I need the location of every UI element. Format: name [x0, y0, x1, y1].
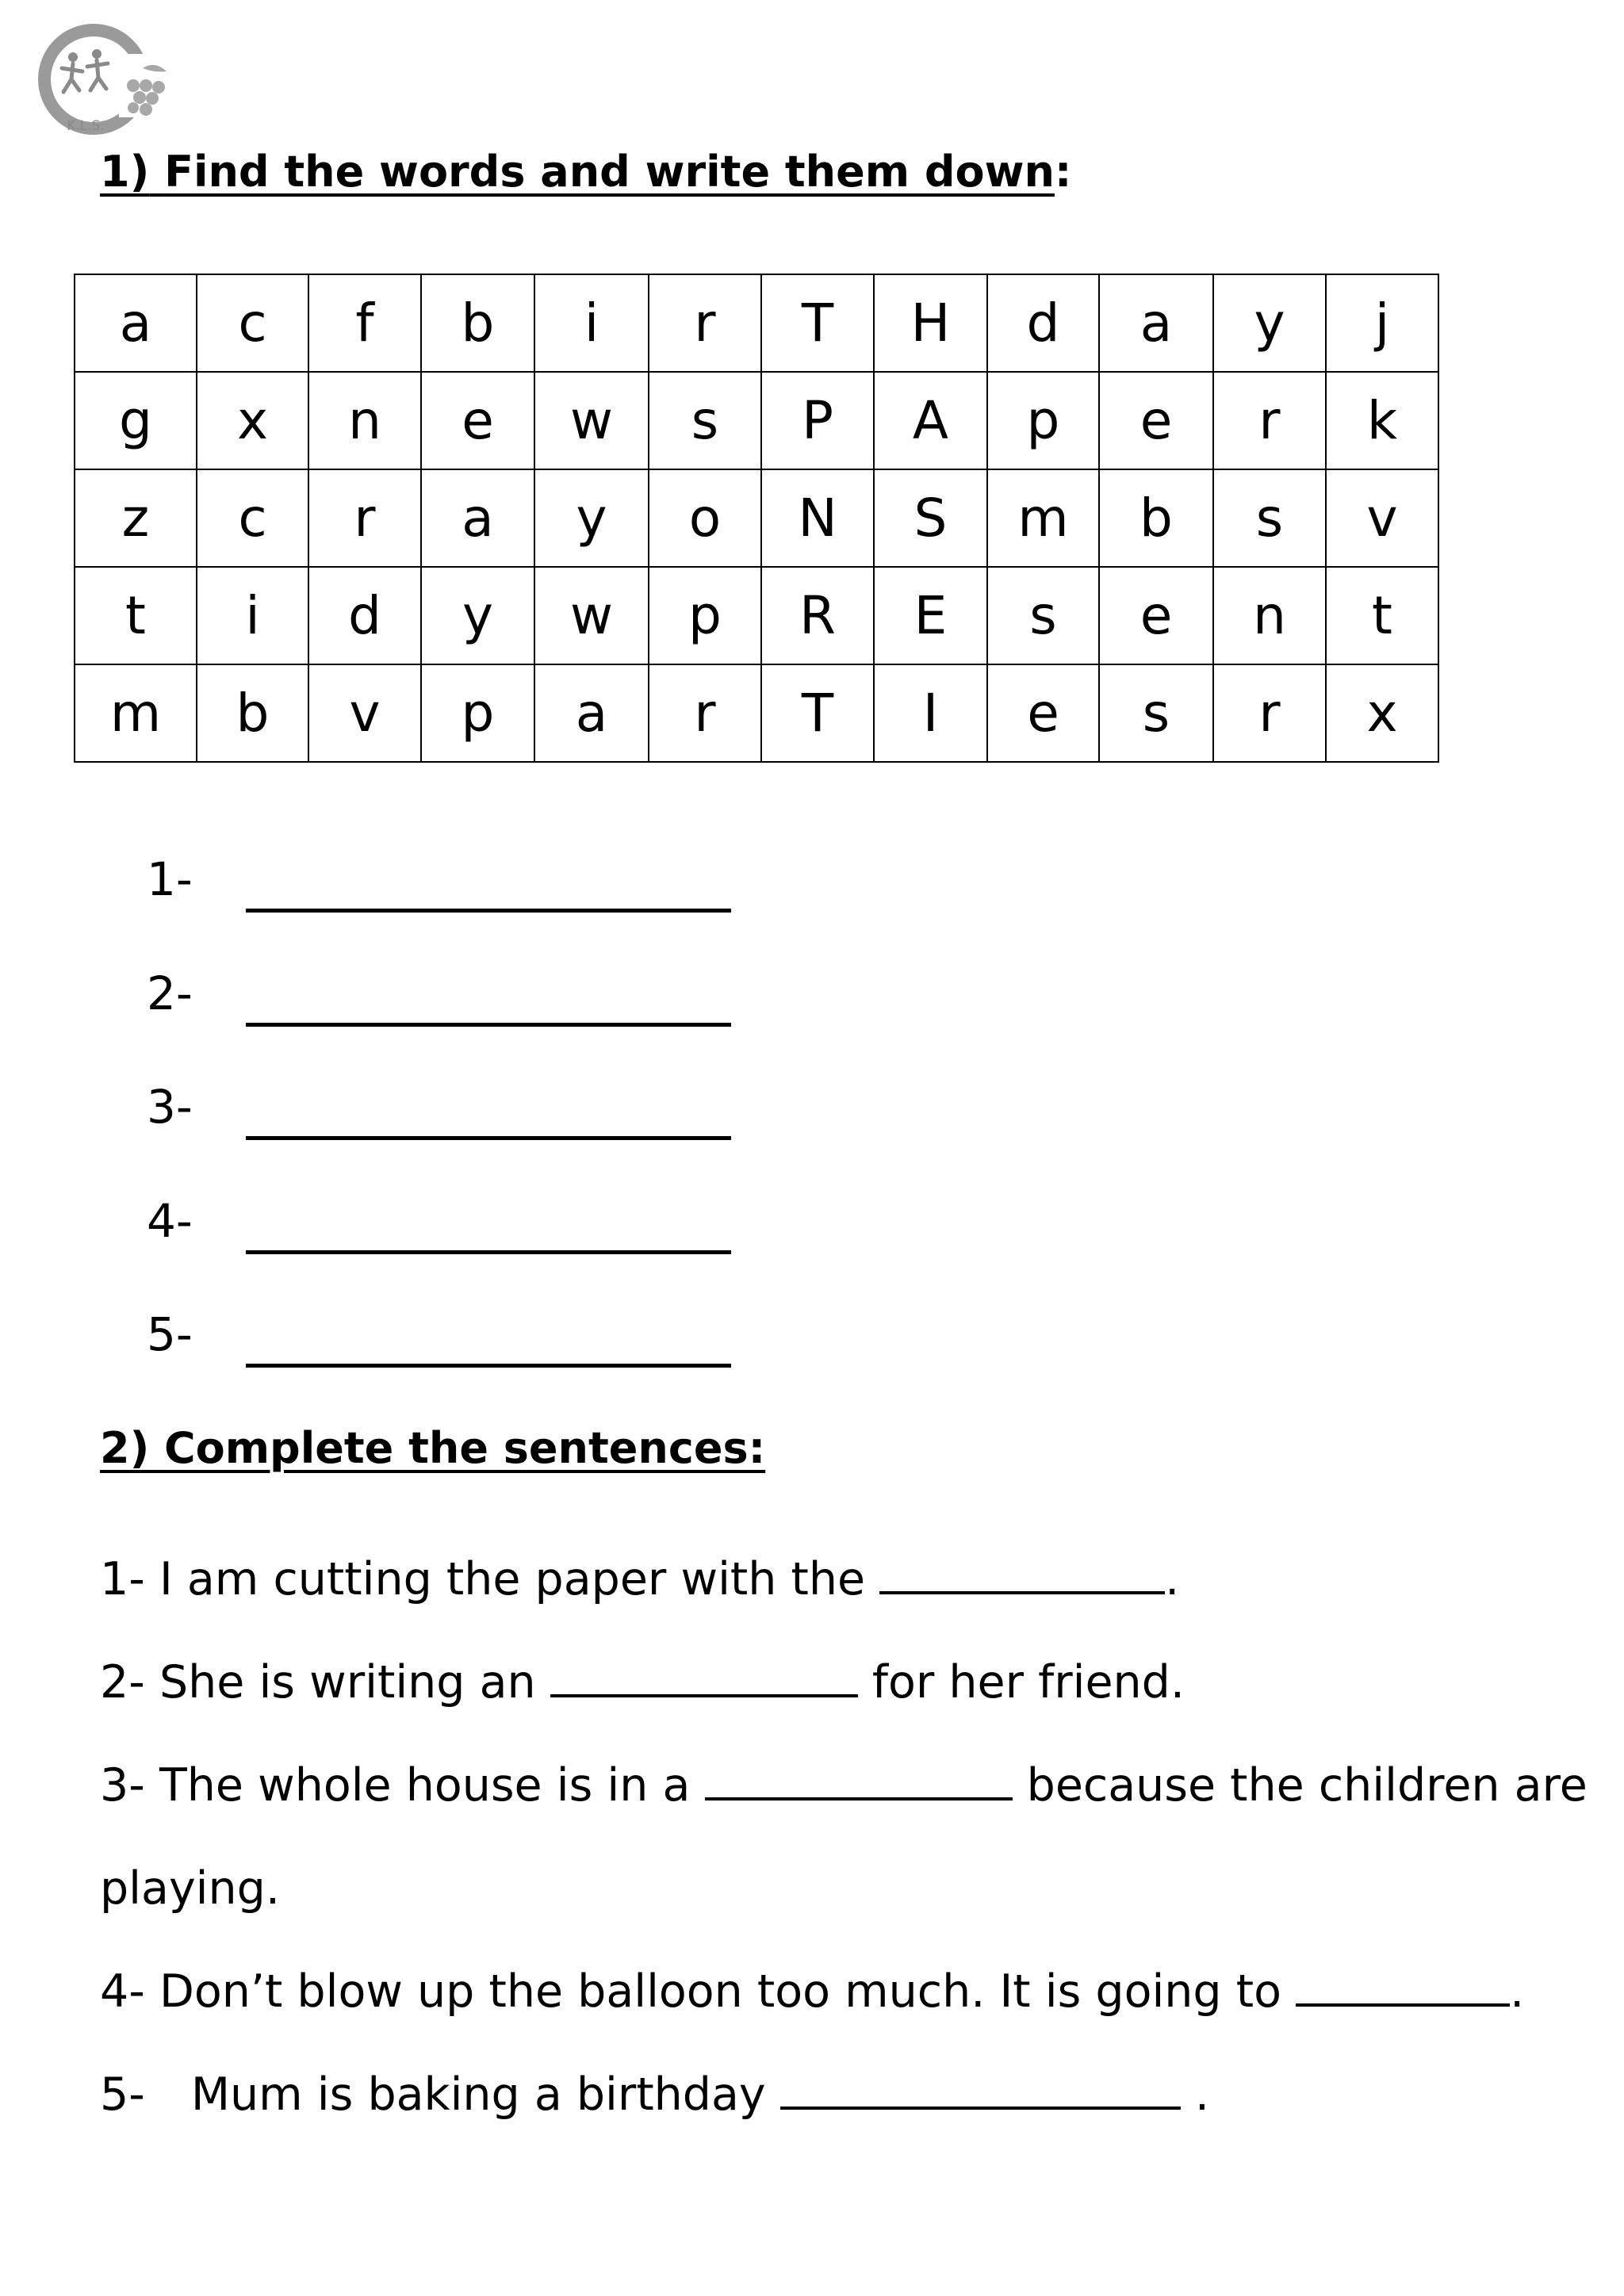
grid-cell: r — [1213, 664, 1326, 762]
sentence-3 — [100, 1759, 1607, 1866]
grid-cell: n — [308, 372, 421, 469]
grid-cell: a — [534, 664, 649, 762]
grid-cell: s — [1099, 664, 1213, 762]
sentence-3-end: because the children are — [1012, 1759, 1588, 1812]
grid-row — [75, 664, 1438, 762]
grid-cell: r — [649, 664, 761, 762]
sentence-1-blank[interactable] — [879, 1588, 1165, 1594]
word-search-grid — [74, 274, 1439, 763]
answer-number: 4- — [147, 1193, 193, 1248]
answer-lines — [147, 852, 749, 1425]
answer-number: 1- — [147, 852, 193, 906]
answer-blank-line[interactable] — [246, 1023, 731, 1027]
answer-blank-line[interactable] — [246, 1136, 731, 1140]
grid-cell: c — [197, 469, 308, 567]
answer-number: 2- — [147, 966, 193, 1020]
grid-row — [75, 274, 1438, 372]
school-logo-emblem — [24, 22, 174, 141]
sentence-5-blank[interactable] — [780, 2103, 1181, 2110]
grid-cell: t — [1326, 567, 1438, 664]
sentence-4-blank[interactable] — [1296, 2000, 1510, 2007]
grid-cell: e — [987, 664, 1099, 762]
grid-cell: c — [197, 274, 308, 372]
answer-item — [147, 852, 749, 970]
grid-cell: v — [1326, 469, 1438, 567]
grid-cell: m — [987, 469, 1099, 567]
grid-cell: m — [75, 664, 197, 762]
sentence-1-end: . — [1165, 1553, 1180, 1605]
grid-cell: y — [534, 469, 649, 567]
grid-cell: s — [987, 567, 1099, 664]
grid-row — [75, 469, 1438, 567]
grid-cell: e — [421, 372, 534, 469]
grid-cell: v — [308, 664, 421, 762]
section-1-title: Find the words and write them down — [164, 147, 1055, 197]
logo-initials: K.L.S. — [67, 118, 105, 134]
grid-cell: b — [421, 274, 534, 372]
grid-cell: R — [761, 567, 874, 664]
sentence-4-start: 4- Don’t blow up the balloon too much. It is going to — [100, 1965, 1297, 2018]
sentence-5-number: 5- — [100, 2068, 145, 2121]
grid-cell: a — [75, 274, 197, 372]
grid-cell: S — [874, 469, 987, 567]
sentence-3-blank[interactable] — [705, 1794, 1013, 1800]
sentence-5-end: . — [1180, 2068, 1210, 2121]
sentence-3-continued — [100, 1862, 1607, 1969]
section-2-heading — [100, 1423, 766, 1473]
section-1-colon: : — [1054, 147, 1072, 197]
answer-item — [147, 966, 749, 1085]
grid-cell: t — [75, 567, 197, 664]
answer-item — [147, 1307, 749, 1425]
grid-cell: f — [308, 274, 421, 372]
answer-blank-line[interactable] — [246, 1250, 731, 1254]
grid-cell: y — [1213, 274, 1326, 372]
grid-cell: s — [1213, 469, 1326, 567]
sentence-3-start: 3- The whole house is in a — [100, 1759, 705, 1812]
sentence-3-continued-text: playing. — [100, 1862, 280, 1915]
sentence-list — [100, 1553, 1607, 2175]
grid-cell: s — [649, 372, 761, 469]
grid-cell: z — [75, 469, 197, 567]
section-1-heading — [100, 147, 1072, 197]
grid-cell: p — [421, 664, 534, 762]
section-2-title: 2) Complete the sentences: — [100, 1423, 766, 1473]
grid-cell: g — [75, 372, 197, 469]
answer-number: 3- — [147, 1080, 193, 1134]
grid-cell: d — [987, 274, 1099, 372]
grid-cell: T — [761, 274, 874, 372]
grid-cell: E — [874, 567, 987, 664]
grid-cell: b — [197, 664, 308, 762]
grid-cell: a — [421, 469, 534, 567]
sentence-1 — [100, 1553, 1607, 1660]
grid-cell: i — [197, 567, 308, 664]
sentence-1-start: 1- I am cutting the paper with the — [100, 1553, 880, 1605]
grid-cell: A — [874, 372, 987, 469]
grid-cell: o — [649, 469, 761, 567]
grid-cell: p — [987, 372, 1099, 469]
grid-cell: P — [761, 372, 874, 469]
sentence-4-end: . — [1510, 1965, 1525, 2018]
grid-cell: d — [308, 567, 421, 664]
grid-cell: x — [1326, 664, 1438, 762]
grid-cell: k — [1326, 372, 1438, 469]
grid-row — [75, 567, 1438, 664]
grid-cell: b — [1099, 469, 1213, 567]
sentence-5-start: Mum is baking a birthday — [190, 2068, 780, 2121]
section-1-number: 1) — [100, 147, 150, 197]
grid-cell: I — [874, 664, 987, 762]
grid-cell: e — [1099, 372, 1213, 469]
grid-cell: a — [1099, 274, 1213, 372]
grid-cell: r — [308, 469, 421, 567]
sentence-4 — [100, 1965, 1607, 2072]
sentence-2-blank[interactable] — [550, 1691, 858, 1697]
sentence-5 — [100, 2068, 1607, 2175]
grid-cell: w — [534, 567, 649, 664]
grid-cell: i — [534, 274, 649, 372]
school-logo — [24, 22, 174, 141]
sentence-2-start: 2- She is writing an — [100, 1656, 550, 1709]
grid-cell: n — [1213, 567, 1326, 664]
answer-item — [147, 1080, 749, 1198]
grid-cell: N — [761, 469, 874, 567]
grid-cell: w — [534, 372, 649, 469]
grid-cell: T — [761, 664, 874, 762]
grid-cell: r — [1213, 372, 1326, 469]
sentence-2-end: for her friend. — [857, 1656, 1185, 1709]
grid-cell: j — [1326, 274, 1438, 372]
grid-row — [75, 372, 1438, 469]
answer-item — [147, 1193, 749, 1312]
grid-cell: r — [649, 274, 761, 372]
answer-blank-line[interactable] — [246, 1364, 731, 1368]
grid-cell: p — [649, 567, 761, 664]
sentence-2 — [100, 1656, 1607, 1763]
grid-cell: H — [874, 274, 987, 372]
grid-cell: y — [421, 567, 534, 664]
grid-cell: e — [1099, 567, 1213, 664]
answer-number: 5- — [147, 1307, 193, 1361]
grid-cell: x — [197, 372, 308, 469]
answer-blank-line[interactable] — [246, 909, 731, 913]
